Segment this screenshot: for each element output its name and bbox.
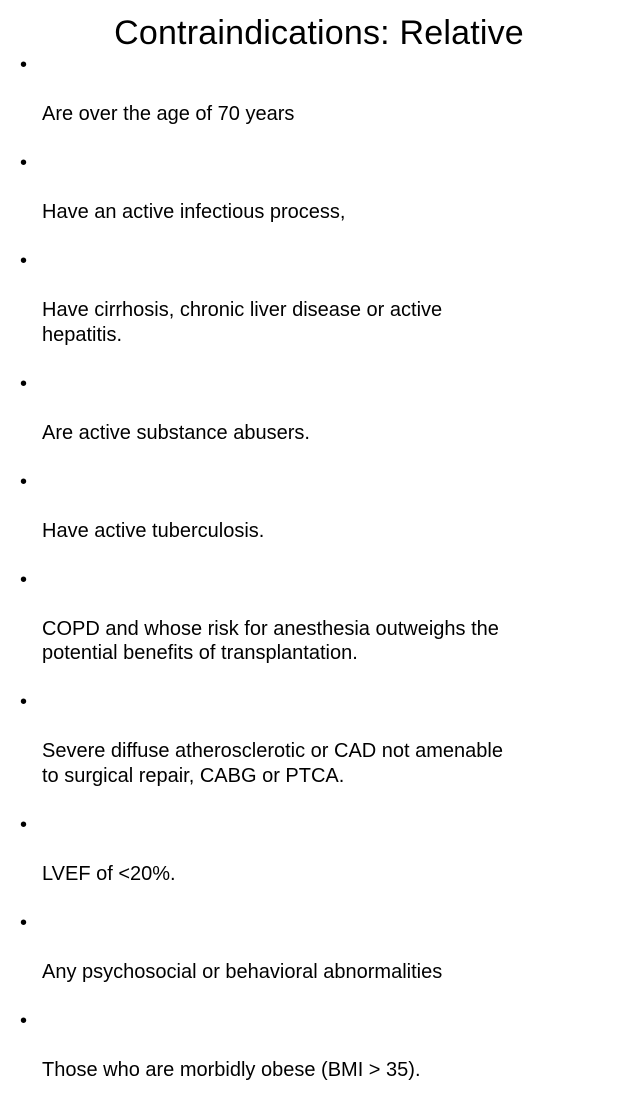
bullet-dot-icon: • (20, 911, 28, 934)
list-item (20, 372, 620, 470)
bullet-dot-icon: • (20, 54, 28, 76)
bullet-dot-icon: • (20, 1009, 28, 1032)
list-item-text: LVEF of <20%. (42, 862, 176, 885)
list-item-text: Have active tuberculosis. (42, 519, 265, 542)
list-item (20, 568, 620, 691)
list-item (20, 151, 620, 249)
list-item-text: Have cirrhosis, chronic liver disease or active hepatitis. (42, 299, 443, 346)
list-item-text: Are active substance abusers. (42, 421, 310, 444)
list-item (20, 249, 620, 372)
bullet-dot-icon: • (20, 152, 28, 174)
list-item (20, 813, 620, 911)
bullet-dot-icon: • (20, 372, 28, 395)
slide-title: Contraindications: Relative (114, 14, 524, 52)
bullet-list (20, 53, 620, 1107)
list-item-text: Any psychosocial or behavioral abnormalities (42, 960, 443, 983)
list-item (20, 911, 620, 1009)
list-item-text: Have an active infectious process, (42, 201, 346, 223)
list-item (20, 53, 620, 151)
list-item (20, 1009, 620, 1107)
bullet-dot-icon: • (20, 568, 28, 591)
bullet-dot-icon: • (20, 250, 28, 272)
bullet-dot-icon: • (20, 691, 28, 713)
list-item-text: COPD and whose risk for anesthesia outweighs the potential benefits of transplantation. (42, 617, 499, 664)
list-item-text: Are over the age of 70 years (42, 103, 295, 125)
list-item (20, 690, 620, 813)
bullet-dot-icon: • (20, 470, 28, 493)
list-item-text: Those who are morbidly obese (BMI > 35). (42, 1058, 421, 1081)
list-item (20, 470, 620, 568)
bullet-dot-icon: • (20, 813, 28, 836)
list-item-text: Severe diffuse atherosclerotic or CAD not amenable to surgical repair, CABG or PTCA. (42, 740, 503, 787)
